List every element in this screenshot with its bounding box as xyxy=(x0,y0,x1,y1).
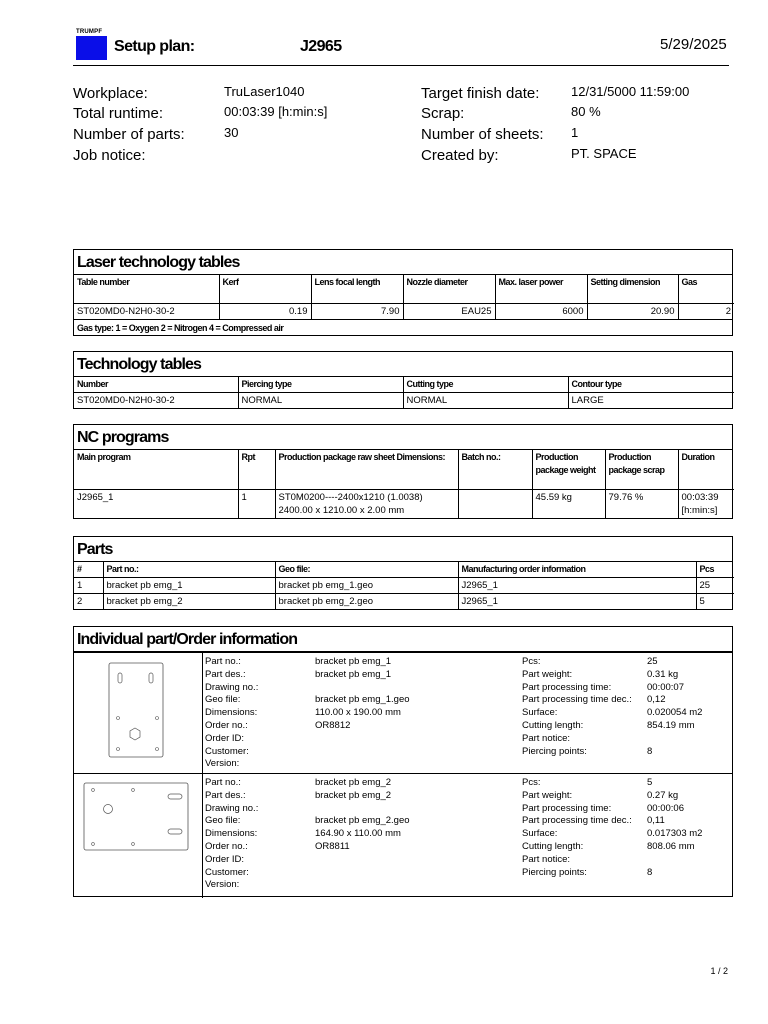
left-labels xyxy=(205,777,258,892)
field-label: Order no.: xyxy=(205,840,248,852)
table-cell: EAU25 xyxy=(403,304,495,320)
summary-value: TruLaser1040 xyxy=(224,84,305,99)
column-header: Part no.: xyxy=(103,562,275,578)
column-header: Cutting type xyxy=(403,377,568,393)
field-value xyxy=(315,803,410,816)
table-cell: 2 xyxy=(678,304,734,320)
field-label: Dimensions: xyxy=(205,828,258,840)
summary-label: Number of parts: xyxy=(73,126,185,143)
field-value: 164.90 x 110.00 mm xyxy=(315,828,401,840)
logo-text: TRUMPF xyxy=(76,29,103,35)
column-header: Nozzle diameter xyxy=(403,275,495,304)
table-cell: 1 xyxy=(238,490,275,519)
column-header: Max. laser power xyxy=(495,275,587,304)
field-label: Part notice: xyxy=(522,853,571,865)
table-cell: ST020MD0-N2H0-30-2 xyxy=(74,393,238,409)
part-1-drawing-icon xyxy=(74,653,202,773)
field-label: Order ID: xyxy=(205,732,245,744)
field-value: 110.00 x 190.00 mm xyxy=(315,707,401,719)
column-header: Rpt xyxy=(238,450,275,490)
field-value xyxy=(647,733,702,746)
table-header-row xyxy=(74,450,734,490)
field-label: Part processing time: xyxy=(522,802,612,814)
table-cell: 0.19 xyxy=(219,304,311,320)
field-value: 0,12 xyxy=(647,694,666,706)
column-header: Kerf xyxy=(219,275,311,304)
field-label: Piercing points: xyxy=(522,745,587,757)
field-label: Surface: xyxy=(522,828,558,840)
duration-value: 00:03:39 xyxy=(681,492,719,503)
laser-technology-table xyxy=(74,275,734,319)
table-header-row xyxy=(74,377,734,393)
summary-value: 1 xyxy=(571,125,579,140)
field-value: bracket pb emg_2 xyxy=(315,789,392,801)
field-label: Cutting length: xyxy=(522,719,584,731)
summary-label: Scrap: xyxy=(421,105,465,122)
field-label: Drawing no.: xyxy=(205,802,259,814)
table-cell: J2965_1 xyxy=(458,578,696,594)
table-cell: 20.90 xyxy=(587,304,678,320)
column-header: Main program xyxy=(74,450,238,490)
page-title: Setup plan: xyxy=(114,38,195,55)
summary-label: Target finish date: xyxy=(421,85,540,102)
nc-programs-table xyxy=(74,450,734,518)
right-labels xyxy=(522,777,632,879)
table-cell: J2965_1 xyxy=(458,594,696,610)
table-cell: bracket pb emg_1.geo xyxy=(275,578,458,594)
table-cell: 5 xyxy=(696,594,734,610)
section-title: Parts xyxy=(74,537,732,562)
field-value xyxy=(315,682,410,695)
field-label: Order no.: xyxy=(205,719,248,731)
field-label: Geo file: xyxy=(205,815,241,827)
table-cell: 7.90 xyxy=(311,304,403,320)
column-header: Production package scrap xyxy=(605,450,678,490)
field-value: bracket pb emg_2 xyxy=(315,777,392,788)
column-header: # xyxy=(74,562,103,578)
column-header: Production package weight xyxy=(532,450,605,490)
parts-section xyxy=(73,536,733,610)
section-title: Laser technology tables xyxy=(74,250,732,275)
table-cell: LARGE xyxy=(568,393,734,409)
table-cell: 45.59 kg xyxy=(532,490,605,519)
individual-part-row xyxy=(74,773,732,898)
job-number: J2965 xyxy=(300,38,342,55)
table-row xyxy=(74,393,734,409)
column-header: Table number xyxy=(74,275,219,304)
field-value: bracket pb emg_2.geo xyxy=(315,815,410,827)
column-header: Production package raw sheet Dimensions: xyxy=(275,450,458,490)
field-value: 808.06 mm xyxy=(647,840,695,852)
part-drawing xyxy=(74,653,203,773)
right-values xyxy=(647,777,702,879)
technology-tables-section xyxy=(73,351,733,409)
summary-label: Total runtime: xyxy=(73,105,164,122)
table-cell: 2 xyxy=(74,594,103,610)
field-value: bracket pb emg_1 xyxy=(315,656,392,667)
field-label: Version: xyxy=(205,879,240,891)
summary-label: Workplace: xyxy=(73,85,148,102)
field-label: Part no.: xyxy=(205,656,241,667)
field-label: Pcs: xyxy=(522,656,541,667)
left-values xyxy=(315,656,410,733)
field-label: Customer: xyxy=(205,866,249,878)
field-value: 0.31 kg xyxy=(647,668,679,680)
gas-type-note: Gas type: 1 = Oxygen 2 = Nitrogen 4 = Compressed air xyxy=(74,319,732,335)
field-label: Part weight: xyxy=(522,668,573,680)
column-header: Contour type xyxy=(568,377,734,393)
individual-part-row xyxy=(74,652,732,773)
summary-label: Created by: xyxy=(421,147,499,164)
table-row xyxy=(74,490,734,519)
field-value: 8 xyxy=(647,745,653,757)
raw-sheet-name: ST0M0200----2400x1210 (1.0038) xyxy=(278,492,423,503)
field-value: 0.020054 m2 xyxy=(647,707,703,719)
summary-label: Job notice: xyxy=(73,147,146,164)
table-cell xyxy=(275,490,458,519)
field-value: bracket pb emg_1 xyxy=(315,668,392,680)
summary-value: 30 xyxy=(224,125,239,140)
field-label: Part no.: xyxy=(205,777,241,788)
field-value: 0.017303 m2 xyxy=(647,828,703,840)
right-labels xyxy=(522,656,632,758)
laser-technology-section xyxy=(73,249,733,336)
table-cell xyxy=(678,490,734,519)
table-cell: 79.76 % xyxy=(605,490,678,519)
field-value: 8 xyxy=(647,866,653,878)
table-cell: J2965_1 xyxy=(74,490,238,519)
field-label: Part processing time: xyxy=(522,681,612,693)
print-date: 5/29/2025 xyxy=(660,36,727,53)
table-row xyxy=(74,578,734,594)
parts-table xyxy=(74,562,734,609)
table-cell xyxy=(458,490,532,519)
technology-table xyxy=(74,377,734,408)
page-number: 1 / 2 xyxy=(710,966,728,976)
table-cell: bracket pb emg_2.geo xyxy=(275,594,458,610)
field-label: Cutting length: xyxy=(522,840,584,852)
column-header: Gas xyxy=(678,275,734,304)
logo-icon xyxy=(76,36,107,60)
summary-label: Number of sheets: xyxy=(421,126,544,143)
field-label: Version: xyxy=(205,758,240,770)
field-label: Order ID: xyxy=(205,853,245,865)
right-values xyxy=(647,656,702,758)
column-header: Number xyxy=(74,377,238,393)
duration-unit: [h:min:s] xyxy=(681,505,718,516)
summary-value: 00:03:39 [h:min:s] xyxy=(224,104,328,119)
section-title: Individual part/Order information xyxy=(74,627,732,652)
table-cell: 6000 xyxy=(495,304,587,320)
field-value: 25 xyxy=(647,656,658,667)
field-value xyxy=(647,854,702,867)
field-value: 00:00:06 xyxy=(647,802,684,814)
left-labels xyxy=(205,656,258,771)
left-values xyxy=(315,777,410,854)
field-value: OR8811 xyxy=(315,840,350,852)
section-title: Technology tables xyxy=(74,352,732,377)
field-label: Part processing time dec.: xyxy=(522,694,632,706)
field-label: Piercing points: xyxy=(522,866,587,878)
field-label: Drawing no.: xyxy=(205,681,259,693)
table-row xyxy=(74,304,734,320)
table-header-row xyxy=(74,562,734,578)
field-value: 854.19 mm xyxy=(647,719,695,731)
field-label: Dimensions: xyxy=(205,707,258,719)
individual-part-section xyxy=(73,626,733,897)
summary-value: 80 % xyxy=(571,104,601,119)
field-label: Customer: xyxy=(205,745,249,757)
table-header-row xyxy=(74,275,734,304)
column-header: Manufacturing order information xyxy=(458,562,696,578)
field-value: OR8812 xyxy=(315,719,351,731)
header-divider xyxy=(73,65,729,66)
summary-value: 12/31/5000 11:59:00 xyxy=(571,84,690,99)
table-cell: bracket pb emg_2 xyxy=(103,594,275,610)
field-label: Pcs: xyxy=(522,777,541,788)
column-header: Duration xyxy=(678,450,734,490)
column-header: Pcs xyxy=(696,562,734,578)
table-row xyxy=(74,594,734,610)
field-label: Surface: xyxy=(522,707,558,719)
field-label: Part des.: xyxy=(205,789,246,801)
field-label: Part notice: xyxy=(522,732,571,744)
summary-value: PT. SPACE xyxy=(571,146,637,161)
table-cell: ST020MD0-N2H0-30-2 xyxy=(74,304,219,320)
table-cell: NORMAL xyxy=(238,393,403,409)
column-header: Geo file: xyxy=(275,562,458,578)
raw-sheet-dimensions: 2400.00 x 1210.00 x 2.00 mm xyxy=(278,505,405,516)
section-title: NC programs xyxy=(74,425,732,450)
field-value: 0.27 kg xyxy=(647,789,679,801)
field-label: Part des.: xyxy=(205,668,246,680)
table-cell: 1 xyxy=(74,578,103,594)
column-header: Setting dimension xyxy=(587,275,678,304)
field-label: Geo file: xyxy=(205,694,241,706)
field-label: Part processing time dec.: xyxy=(522,815,632,827)
table-cell: NORMAL xyxy=(403,393,568,409)
column-header: Lens focal length xyxy=(311,275,403,304)
table-cell: 25 xyxy=(696,578,734,594)
column-header: Batch no.: xyxy=(458,450,532,490)
table-cell: bracket pb emg_1 xyxy=(103,578,275,594)
column-header: Piercing type xyxy=(238,377,403,393)
field-value: bracket pb emg_1.geo xyxy=(315,694,410,706)
field-value: 00:00:07 xyxy=(647,681,684,693)
field-label: Part weight: xyxy=(522,789,573,801)
part-2-drawing-icon xyxy=(74,774,202,898)
part-drawing xyxy=(74,774,203,898)
field-value: 0,11 xyxy=(647,815,665,827)
field-value: 5 xyxy=(647,777,653,788)
nc-programs-section xyxy=(73,424,733,519)
